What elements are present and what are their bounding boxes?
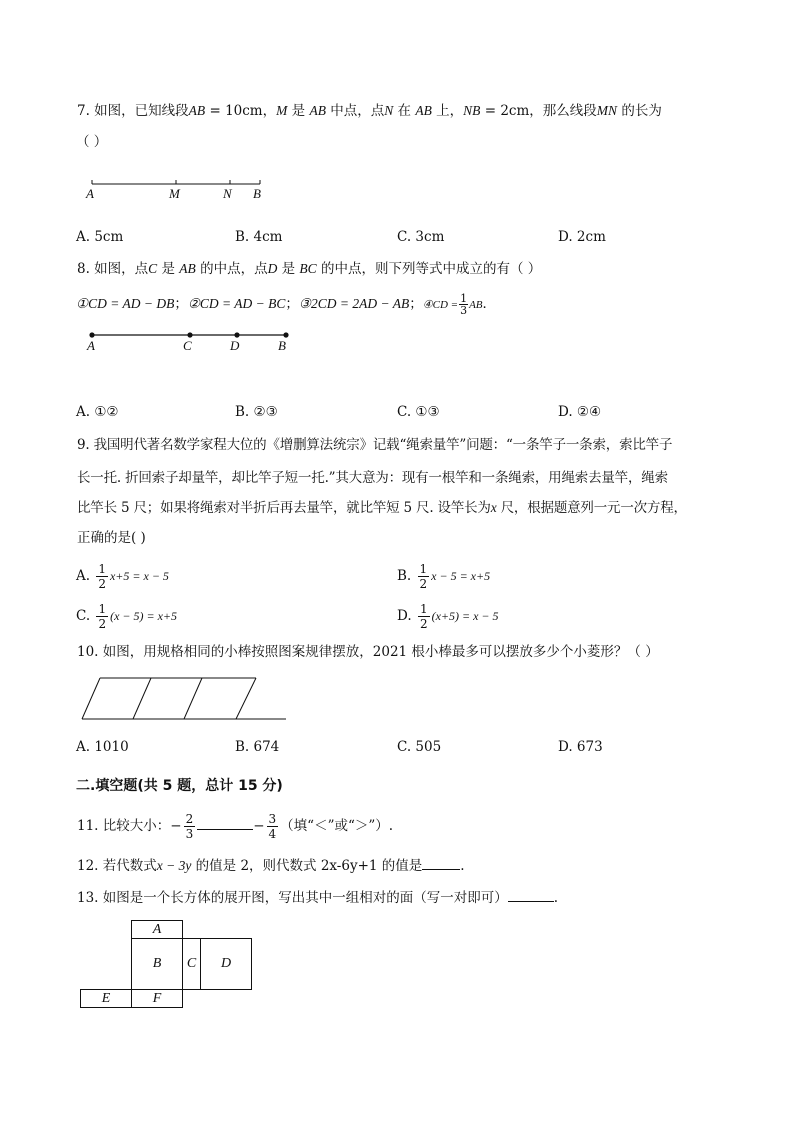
q11-fraction-1	[184, 812, 196, 841]
q9-option-c-fraction	[96, 602, 108, 631]
q9-option-a-label: A.	[76, 568, 91, 584]
section-2-heading: 二.填空题(共 5 题，总计 15 分)	[76, 778, 283, 794]
q9-option-a-fraction	[96, 562, 108, 591]
q9-line-4: 正确的是( )	[77, 530, 146, 546]
q9-option-b-fraction	[418, 562, 430, 591]
q8-ab: AB	[179, 261, 196, 276]
q12-stem	[77, 857, 465, 875]
q8-t4: 的中点，则下列等式中成立的有（ ）	[316, 261, 542, 277]
q8-equations	[76, 293, 496, 316]
q10-option-b[interactable]: B. 674	[235, 739, 280, 755]
q7-ab2: AB	[309, 103, 326, 118]
q8-option-d[interactable]: D. ②④	[558, 404, 602, 420]
q9-var-x: x	[490, 500, 497, 515]
q11-answer-blank[interactable]	[197, 829, 253, 830]
q7-eq2: = 2cm	[480, 103, 530, 119]
q8-stem	[77, 260, 541, 278]
q8-option-a[interactable]: A. ①②	[76, 404, 119, 420]
q12-answer-blank[interactable]	[422, 869, 460, 870]
q8-eq4-post: AB	[469, 299, 483, 311]
q7-t2: 是	[287, 103, 310, 119]
q9-option-b-label: B.	[397, 568, 412, 584]
q7-ab3: AB	[415, 103, 432, 118]
q13-text: 13. 如图是一个长方体的展开图，写出其中一组相对的面（写一对即可）	[77, 890, 508, 906]
q7-stem	[77, 102, 662, 120]
q7-t7: 的长为	[617, 103, 662, 119]
q7-eq1: = 10cm	[205, 103, 263, 119]
q9-option-b[interactable]	[397, 562, 490, 591]
q8-eq2: ②CD = AD − BC	[187, 296, 286, 311]
q9-c-den: 2	[98, 617, 107, 631]
q7-option-a[interactable]: A. 5cm	[76, 229, 124, 245]
q8-eq3: ③2CD = 2AD − AB	[298, 296, 410, 311]
q7-comma: ，	[262, 103, 277, 119]
q8-label-d: D	[230, 338, 240, 353]
q7-seg-ab: AB	[188, 103, 206, 118]
q9-option-a[interactable]	[76, 562, 169, 591]
q8-eq4-pre: ④CD =	[422, 299, 459, 311]
q12-prefix: 12. 若代数式	[77, 858, 157, 874]
q7-answer-paren: （ ）	[76, 134, 108, 150]
q11-f2-num: 3	[268, 812, 277, 826]
q8-d: D	[267, 261, 278, 276]
q9-b-den: 2	[419, 577, 428, 591]
q7-label-n: N	[223, 186, 232, 201]
q9-option-d-label: D.	[397, 608, 412, 624]
q11-prefix: 11. 比较大小：−	[77, 818, 182, 834]
q9-line-1: 9. 我国明代著名数学家程大位的《增删算法统宗》记载“绳索量竿”问题：“一条竿子一条索，索比竿子	[77, 437, 673, 453]
q13-answer-blank[interactable]	[508, 901, 554, 902]
q7-segment-diagram	[80, 175, 280, 205]
q7-option-d[interactable]: D. 2cm	[558, 229, 606, 245]
q9-line-2: 长一托. 折回索子却量竿，却比竿子短一托.”其大意为：现有一根竿和一条绳索，用绳索去量竿，绳索	[77, 470, 668, 486]
q8-sep2: ；	[285, 296, 299, 312]
q8-prefix: 8. 如图，点	[77, 261, 149, 277]
q7-t4: 在	[393, 103, 416, 119]
q9-option-c-expr: (x − 5) = x+5	[110, 609, 178, 623]
q9-option-a-expr: x+5 = x − 5	[109, 569, 169, 583]
q10-option-c[interactable]: C. 505	[397, 739, 442, 755]
q8-label-a: A	[87, 338, 95, 353]
q13-stem	[77, 889, 558, 907]
q7-label-b: B	[253, 186, 261, 201]
q9-b-num: 1	[419, 562, 428, 576]
q10-option-d[interactable]: D. 673	[558, 739, 603, 755]
q8-sep1: ；	[174, 296, 188, 312]
q11-f1-den: 3	[185, 827, 194, 841]
q9-option-c[interactable]	[76, 602, 177, 631]
q7-m: M	[276, 103, 288, 118]
q8-t2: 的中点，点	[195, 261, 268, 277]
q7-t6: ，那么线段	[529, 103, 597, 119]
q7-option-c[interactable]: C. 3cm	[397, 229, 445, 245]
q7-n: N	[384, 103, 394, 118]
q9-d-den: 2	[419, 617, 428, 631]
q11-f1-num: 2	[185, 812, 194, 826]
q11-f2-den: 4	[268, 827, 277, 841]
q12-text: 的值是 2，则代数式 2x-6y+1 的值是	[191, 858, 423, 874]
net-face-f: F	[131, 989, 183, 1008]
q9-c-num: 1	[98, 602, 107, 616]
q7-option-b[interactable]: B. 4cm	[235, 229, 283, 245]
q10-stem: 10. 如图，用规格相同的小棒按照图案规律摆放，2021 根小棒最多可以摆放多少个小菱形？（ ）	[77, 644, 659, 660]
q8-option-c[interactable]: C. ①③	[397, 404, 440, 420]
q10-option-a[interactable]: A. 1010	[76, 739, 129, 755]
q8-c: C	[148, 261, 158, 276]
q9-a-num: 1	[98, 562, 106, 576]
q11-stem	[77, 810, 393, 842]
q11-suffix: （填“＜”或“＞”）.	[280, 818, 394, 834]
q9-d-num: 1	[419, 602, 428, 616]
q7-prefix: 7. 如图，已知线段	[77, 103, 189, 119]
q8-t3: 是	[277, 261, 300, 277]
q7-t5: 上，	[431, 103, 464, 119]
q8-eq1: ①CD = AD − DB	[76, 296, 175, 311]
q9-line-3b: 尺，根据题意列一元一次方程，	[496, 500, 687, 516]
q9-option-b-expr: x − 5 = x+5	[431, 569, 491, 583]
net-face-b: B	[131, 938, 183, 990]
q12-expr: x − 3y	[156, 858, 192, 873]
q7-nb: NB	[463, 103, 481, 118]
q13-suffix: .	[553, 890, 559, 906]
q9-a-den: 2	[98, 577, 106, 591]
q8-eq4-den: 3	[460, 304, 468, 317]
q7-label-a: A	[86, 186, 94, 201]
q9-line-3	[77, 499, 687, 517]
q9-line-3a: 比竿长 5 尺；如果将绳索对半折后再去量竿，就比竿短 5 尺. 设竿长为	[77, 500, 491, 516]
q7-mn: MN	[596, 103, 618, 118]
q11-fraction-2	[267, 812, 279, 841]
q8-eq4-fraction	[459, 293, 468, 316]
q8-eq4-num: 1	[460, 292, 468, 305]
q11-minus: −	[253, 818, 265, 834]
q7-label-m: M	[169, 186, 180, 201]
q8-label-b: B	[278, 338, 286, 353]
q10-rhombus-diagram	[80, 676, 290, 726]
q9-option-d[interactable]	[397, 602, 499, 631]
q12-suffix: .	[460, 858, 465, 874]
net-face-d: D	[200, 938, 252, 990]
q8-sep3: ；	[409, 296, 423, 312]
q9-option-d-fraction	[418, 602, 430, 631]
q9-option-d-expr: (x+5) = x − 5	[431, 609, 499, 623]
q7-t3: 中点，点	[325, 103, 385, 119]
net-face-a: A	[131, 920, 183, 939]
q8-period: ．	[482, 296, 497, 312]
q8-t1: 是	[157, 261, 180, 277]
net-face-e: E	[80, 989, 132, 1008]
q8-option-b[interactable]: B. ②③	[235, 404, 278, 420]
q8-bc: BC	[299, 261, 317, 276]
q9-option-c-label: C.	[76, 608, 91, 624]
q8-label-c: C	[183, 338, 192, 353]
net-face-c: C	[182, 938, 201, 990]
